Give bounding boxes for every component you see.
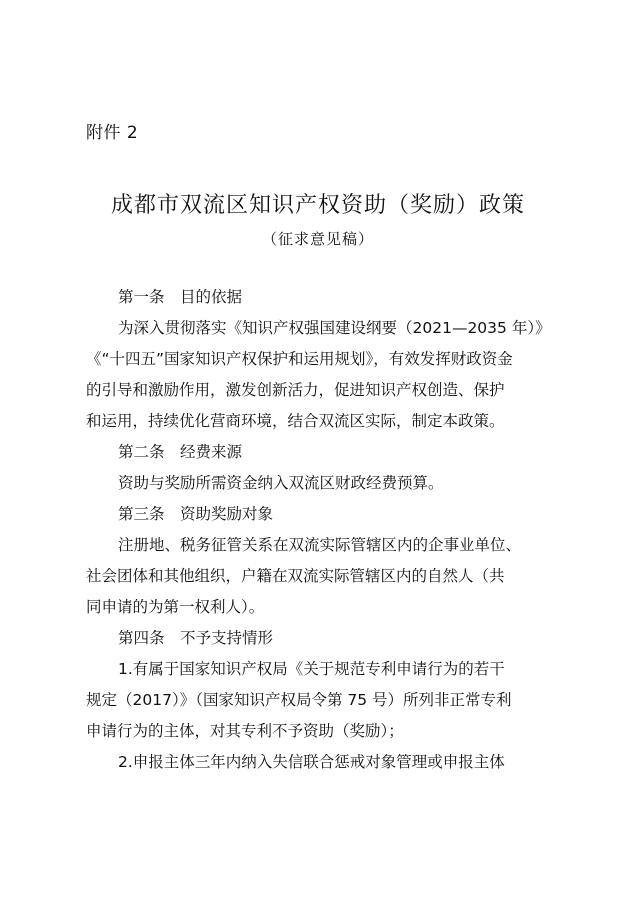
paragraph-line: 2.申报主体三年内纳入失信联合惩戒对象管理或申报主体	[118, 753, 505, 771]
attachment-label: 附件 2	[86, 123, 139, 143]
paragraph-line: 第三条 资助奖励对象	[118, 505, 274, 523]
document-title: 成都市双流区知识产权资助（奖励）政策	[110, 193, 525, 218]
paragraph-line: 申请行为的主体，对其专利不予资助（奖励）；	[86, 722, 404, 740]
document-subtitle: （征求意见稿）	[261, 230, 374, 248]
document-body	[86, 282, 556, 778]
paragraph-line: 注册地、税务征管关系在双流实际管辖区内的企事业单位、	[118, 536, 522, 554]
paragraph-line: 和运用，持续优化营商环境，结合双流区实际，制定本政策。	[86, 412, 505, 430]
paragraph-line: 第二条 经费来源	[118, 443, 243, 461]
paragraph-line: 第四条 不予支持情形	[118, 629, 274, 647]
paragraph-line: 第一条 目的依据	[118, 288, 243, 306]
paragraph-line: 规定（2017）》（国家知识产权局令第 75 号）所列非正常专利	[86, 691, 512, 709]
paragraph-line: 资助与奖励所需资金纳入双流区财政经费预算。	[118, 474, 444, 492]
paragraph-line: 为深入贯彻落实《知识产权强国建设纲要（2021—2035 年）》	[118, 319, 551, 337]
paragraph-line: 同申请的为第一权利人）。	[86, 598, 265, 616]
paragraph-line: 《“十四五”国家知识产权保护和运用规划》，有效发挥财政资金	[86, 350, 513, 368]
paragraph-line: 的引导和激励作用，激发创新活力，促进知识产权创造、保护	[86, 381, 505, 399]
paragraph-line: 1.有属于国家知识产权局《关于规范专利申请行为的若干	[118, 660, 505, 678]
paragraph-line: 社会团体和其他组织，户籍在双流实际管辖区内的自然人（共	[86, 567, 505, 585]
